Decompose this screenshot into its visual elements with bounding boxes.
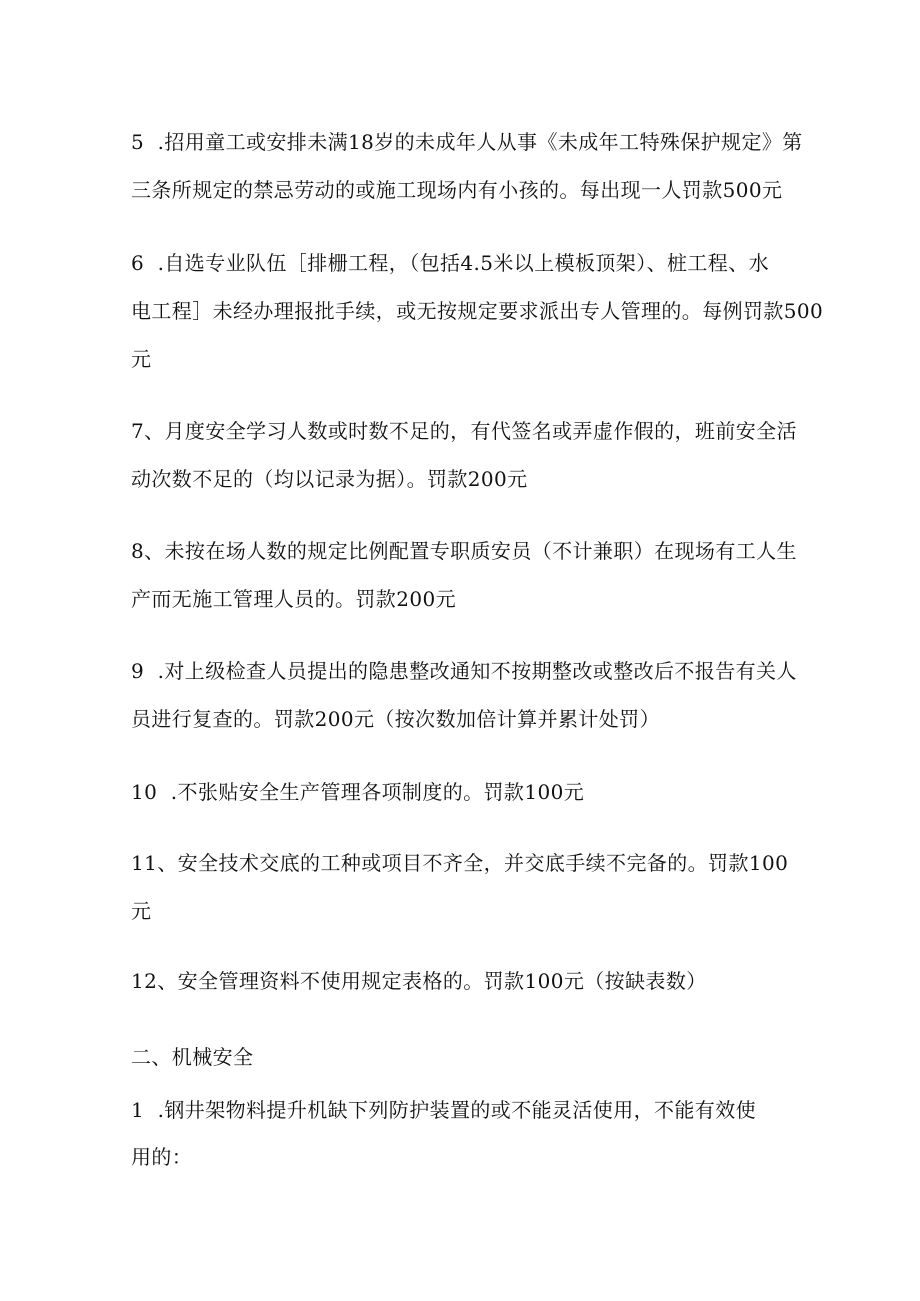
item-12-line-1: 12、安全管理资料不使用规定表格的。罚款100元（按缺表数） <box>131 969 707 993</box>
item-5-line-2: 三条所规定的禁忌劳动的或施工现场内有小孩的。每出现一人罚款500元 <box>131 178 783 202</box>
machine-item-1-line-1: 1 .钢井架物料提升机缺下列防护装置的或不能灵活使用，不能有效使 <box>131 1098 756 1122</box>
machine-item-1-line-2: 用的： <box>131 1145 193 1169</box>
item-7-line-1: 7、月度安全学习人数或时数不足的，有代签名或弄虚作假的，班前安全活 <box>131 419 797 443</box>
item-9-line-2: 员进行复查的。罚款200元（按次数加倍计算并累计处罚） <box>131 707 660 731</box>
item-6-line-1: 6 .自选专业队伍［排栅工程，（包括4.5米以上模板顶架）、桩工程、水 <box>131 251 770 275</box>
item-6-line-2: 电工程］未经办理报批手续，或无按规定要求派出专人管理的。每例罚款500 <box>131 299 824 323</box>
item-11-line-2: 元 <box>131 899 152 923</box>
item-10-line-1: 10 .不张贴安全生产管理各项制度的。罚款100元 <box>131 780 585 804</box>
item-9-line-1: 9 .对上级检查人员提出的隐患整改通知不按期整改或整改后不报告有关人 <box>131 659 797 683</box>
item-8-line-1: 8、未按在场人数的规定比例配置专职质安员（不计兼职）在现场有工人生 <box>131 539 797 563</box>
item-6-line-3: 元 <box>131 347 152 371</box>
item-8-line-2: 产而无施工管理人员的。罚款200元 <box>131 587 456 611</box>
item-5-line-1: 5 .招用童工或安排未满18岁的未成年人从事《未成年工特殊保护规定》第 <box>131 130 803 154</box>
section-heading-machine-safety: 二、机械安全 <box>131 1045 254 1069</box>
item-11-line-1: 11、安全技术交底的工种或项目不齐全，并交底手续不完备的。罚款100 <box>131 851 789 875</box>
item-7-line-2: 动次数不足的（均以记录为据）。罚款200元 <box>131 467 528 491</box>
